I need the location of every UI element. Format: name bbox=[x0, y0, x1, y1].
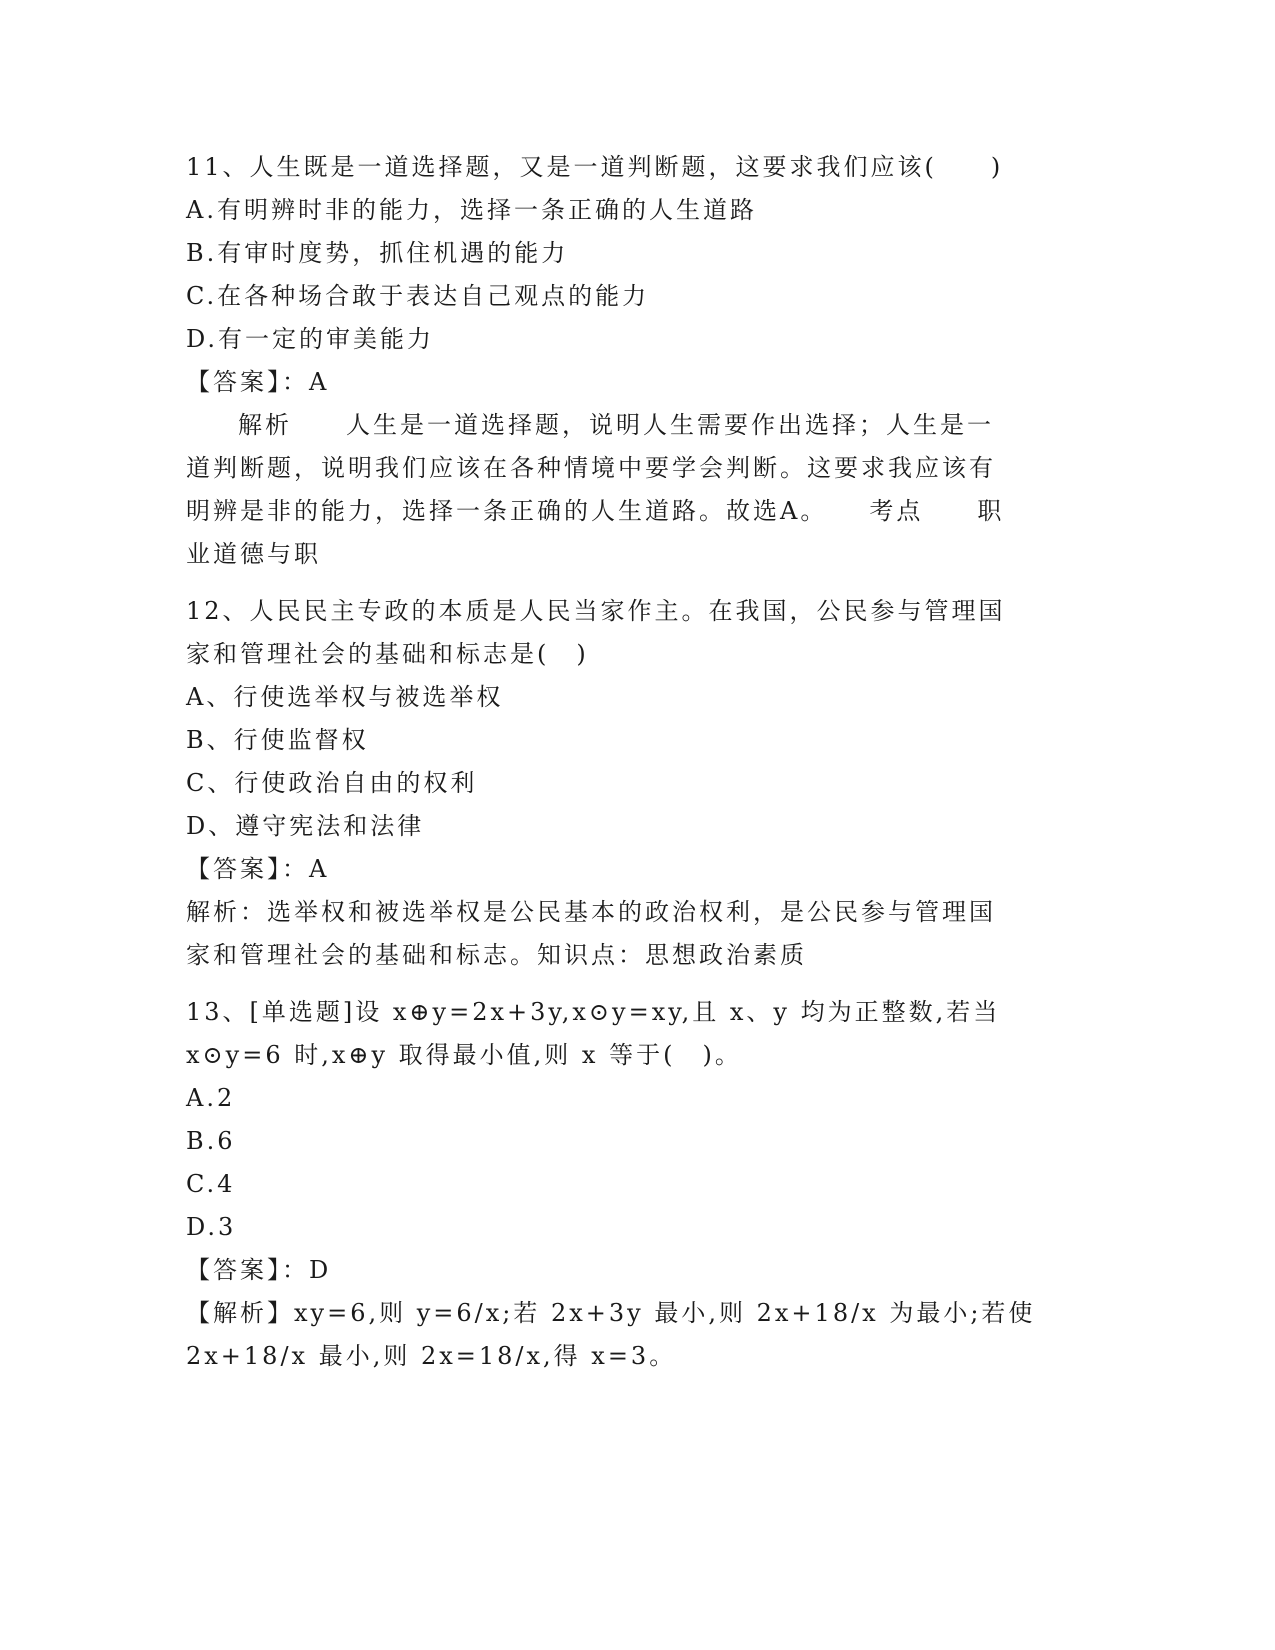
question-stem: 11、人生既是一道选择题，又是一道判断题，这要求我们应该( ) bbox=[186, 153, 1004, 181]
analysis-line: 业道德与职 bbox=[186, 540, 321, 568]
option-a: A.有明辨时非的能力，选择一条正确的人生道路 bbox=[186, 196, 757, 224]
question-11 bbox=[186, 146, 1086, 576]
answer: 【答案】：A bbox=[186, 368, 330, 396]
analysis-line: 道判断题，说明我们应该在各种情境中要学会判断。这要求我应该有 bbox=[186, 454, 996, 482]
analysis-line: 【解析】xy=6,则 y=6/x;若 2x+3y 最小,则 2x+18/x 为最小;若使 bbox=[186, 1299, 1036, 1327]
question-stem: 家和管理社会的基础和标志是( ) bbox=[186, 640, 589, 668]
analysis-line: 解析：选举权和被选举权是公民基本的政治权利，是公民参与管理国 bbox=[186, 898, 996, 926]
option-a: A.2 bbox=[186, 1084, 236, 1112]
analysis-line: 2x+18/x 最小,则 2x=18/x,得 x=3。 bbox=[186, 1342, 677, 1370]
analysis-line: 解析 人生是一道选择题，说明人生需要作出选择；人生是一 bbox=[238, 411, 994, 439]
question-stem: x⊙y=6 时,x⊕y 取得最小值,则 x 等于( )。 bbox=[186, 1041, 742, 1069]
option-d: D.有一定的审美能力 bbox=[186, 325, 435, 353]
option-c: C.在各种场合敢于表达自己观点的能力 bbox=[186, 282, 650, 310]
option-c: C.4 bbox=[186, 1170, 236, 1198]
question-12 bbox=[186, 590, 1086, 977]
answer: 【答案】：A bbox=[186, 855, 330, 883]
option-c: C、行使政治自由的权利 bbox=[186, 769, 478, 797]
analysis-line: 明辨是非的能力，选择一条正确的人生道路。故选A。 考点 职 bbox=[186, 497, 1005, 525]
option-a: A、行使选举权与被选举权 bbox=[186, 683, 504, 711]
option-b: B、行使监督权 bbox=[186, 726, 369, 754]
analysis-line: 家和管理社会的基础和标志。知识点：思想政治素质 bbox=[186, 941, 807, 969]
option-d: D、遵守宪法和法律 bbox=[186, 812, 425, 840]
document-page bbox=[186, 146, 1086, 1392]
option-b: B.6 bbox=[186, 1127, 236, 1155]
option-d: D.3 bbox=[186, 1213, 237, 1241]
question-stem: 12、人民民主专政的本质是人民当家作主。在我国，公民参与管理国 bbox=[186, 597, 1006, 625]
question-stem: 13、[单选题]设 x⊕y=2x+3y,x⊙y=xy,且 x、y 均为正整数,若当 bbox=[186, 998, 1001, 1026]
question-13 bbox=[186, 991, 1086, 1378]
option-b: B.有审时度势，抓住机遇的能力 bbox=[186, 239, 569, 267]
answer: 【答案】：D bbox=[186, 1256, 332, 1284]
